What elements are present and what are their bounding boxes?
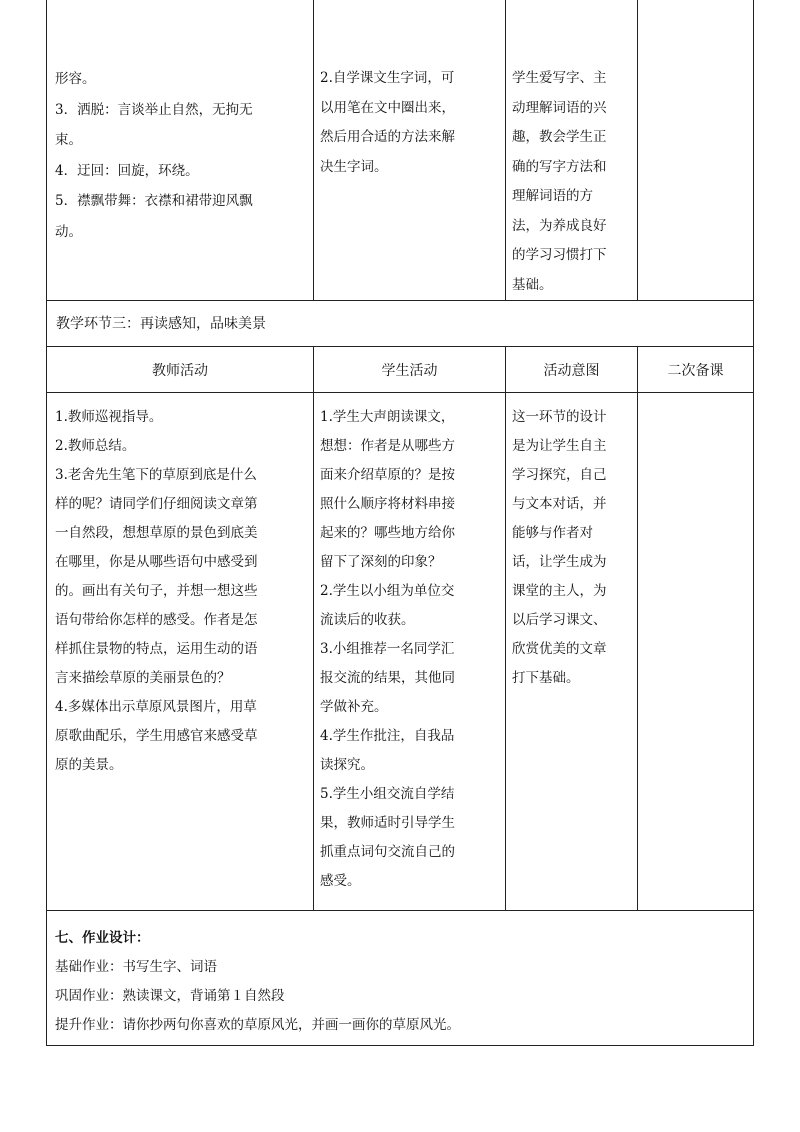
text-line: 言来描绘草原的美丽景色的？	[55, 670, 231, 686]
text-line: 话，让学生成为	[512, 554, 607, 570]
text-line: 面来介绍草原的？是按	[320, 467, 455, 483]
text-line: 课堂的主人，为	[512, 583, 607, 599]
text-line: 想想：作者是从哪些方	[320, 438, 455, 454]
text-line: 以用笔在文中圈出来，	[320, 99, 455, 116]
border-bottom	[46, 1045, 754, 1046]
text-line: 抓重点词句交流自己的	[320, 844, 455, 860]
text-line: 是为让学生自主	[512, 438, 607, 454]
text-line: 4.学生作批注，自我品	[320, 728, 455, 744]
text-line: 2.教师总结。	[55, 438, 136, 454]
border-col-1	[313, 0, 314, 301]
text-line: 3．洒脱：言谈举止自然，无拘无	[55, 101, 253, 118]
purpose-cell-top	[512, 64, 635, 300]
text-line: 原的美景。	[55, 757, 123, 773]
border-col-3	[637, 0, 638, 301]
text-line: 原歌曲配乐，学生用感官来感受草	[55, 728, 258, 744]
text-line: 动。	[55, 223, 82, 240]
text-line: 1.教师巡视指导。	[55, 409, 163, 425]
text-line: 这一环节的设计	[512, 409, 607, 425]
text-line: 学习探究，自己	[512, 467, 607, 483]
text-line: 法，为养成良好	[512, 217, 607, 234]
header-purpose: 活动意图	[543, 362, 600, 379]
text-line: 2.自学课文生字词，可	[320, 70, 455, 86]
text-line: 感受。	[320, 873, 361, 889]
text-line: 决生字词。	[320, 158, 388, 175]
text-line: 读探究。	[320, 757, 374, 773]
text-line: 流读后的收获。	[320, 612, 415, 628]
text-line: 与文本对话，并	[512, 496, 607, 512]
homework-line: 巩固作业：熟读课文，背诵第１自然段	[55, 988, 285, 1004]
text-line: 照什么顺序将材料串接	[320, 496, 455, 512]
text-line: 形容。	[55, 71, 96, 87]
text-line: 报交流的结果，其他同	[320, 670, 455, 686]
text-line: 动理解词语的兴	[512, 99, 607, 116]
text-line: 在哪里，你是从哪些语句中感受到	[55, 554, 258, 570]
text-line: 5．襟飘带舞：衣襟和裙带迎风飘	[55, 193, 253, 209]
border-row-4	[46, 910, 754, 911]
text-line: 理解词语的方	[512, 188, 593, 204]
text-line: 以后学习课文、	[512, 612, 607, 628]
text-line: 1.学生大声朗读课文，	[320, 409, 455, 425]
border-left	[46, 0, 47, 1046]
border-col-3b	[637, 346, 638, 911]
text-line: 留下了深刻的印象？	[320, 554, 442, 570]
text-line: 能够与作者对	[512, 525, 593, 541]
section-title: 教学环节三：再读感知，品味美景	[56, 316, 266, 332]
border-col-2b	[505, 346, 506, 911]
text-line: 然后用合适的方法来解	[320, 129, 455, 145]
text-line: 欣赏优美的文章	[512, 641, 607, 657]
text-line: 的学习习惯打下	[512, 247, 607, 263]
border-col-1b	[313, 346, 314, 911]
student-activity-cell	[320, 403, 503, 896]
header-second-prep: 二次备课	[667, 362, 724, 379]
text-line: 趣，教会学生正	[512, 129, 607, 145]
vocab-cell	[55, 64, 310, 247]
purpose-cell	[512, 403, 635, 693]
text-line: 束。	[55, 132, 82, 148]
self-study-cell	[320, 64, 503, 182]
border-col-2	[505, 0, 506, 301]
text-line: 的。画出有关句子，并想一想这些	[55, 583, 258, 599]
border-right	[753, 0, 754, 1046]
border-row-1	[46, 300, 754, 301]
text-line: 起来的？哪些地方给你	[320, 525, 455, 541]
text-line: 语句带给你怎样的感受。作者是怎	[55, 612, 258, 628]
text-line: 5.学生小组交流自学结	[320, 786, 455, 802]
text-line: 4．迂回：回旋，环绕。	[55, 162, 199, 179]
teacher-activity-cell	[55, 403, 310, 780]
text-line: 3.小组推荐一名同学汇	[320, 641, 455, 657]
text-line: 样抓住景物的特点，运用生动的语	[55, 641, 258, 657]
header-student: 学生活动	[381, 362, 438, 379]
header-teacher: 教师活动	[152, 362, 208, 379]
homework-line: 提升作业：请你抄两句你喜欢的草原风光，并画一画你的草原风光。	[55, 1017, 460, 1033]
text-line: 2.学生以小组为单位交	[320, 583, 455, 599]
text-line: 学做补充。	[320, 699, 388, 715]
text-line: 3.老舍先生笔下的草原到底是什么	[55, 467, 257, 483]
text-line: 果，教师适时引导学生	[320, 815, 455, 831]
homework-section	[55, 924, 745, 1040]
text-line: 确的写字方法和	[512, 158, 607, 175]
text-line: 基础。	[512, 276, 553, 293]
text-line: 一自然段，想想草原的景色到底美	[55, 525, 258, 541]
homework-line: 基础作业：书写生字、词语	[55, 959, 217, 975]
text-line: 4.多媒体出示草原风景图片，用草	[55, 699, 257, 715]
text-line: 学生爱写字、主	[512, 70, 607, 86]
border-row-3	[46, 392, 754, 393]
text-line: 样的呢？请同学们仔细阅读文章第	[55, 496, 258, 512]
homework-title: 七、作业设计：	[55, 930, 150, 946]
text-line: 打下基础。	[512, 670, 580, 686]
